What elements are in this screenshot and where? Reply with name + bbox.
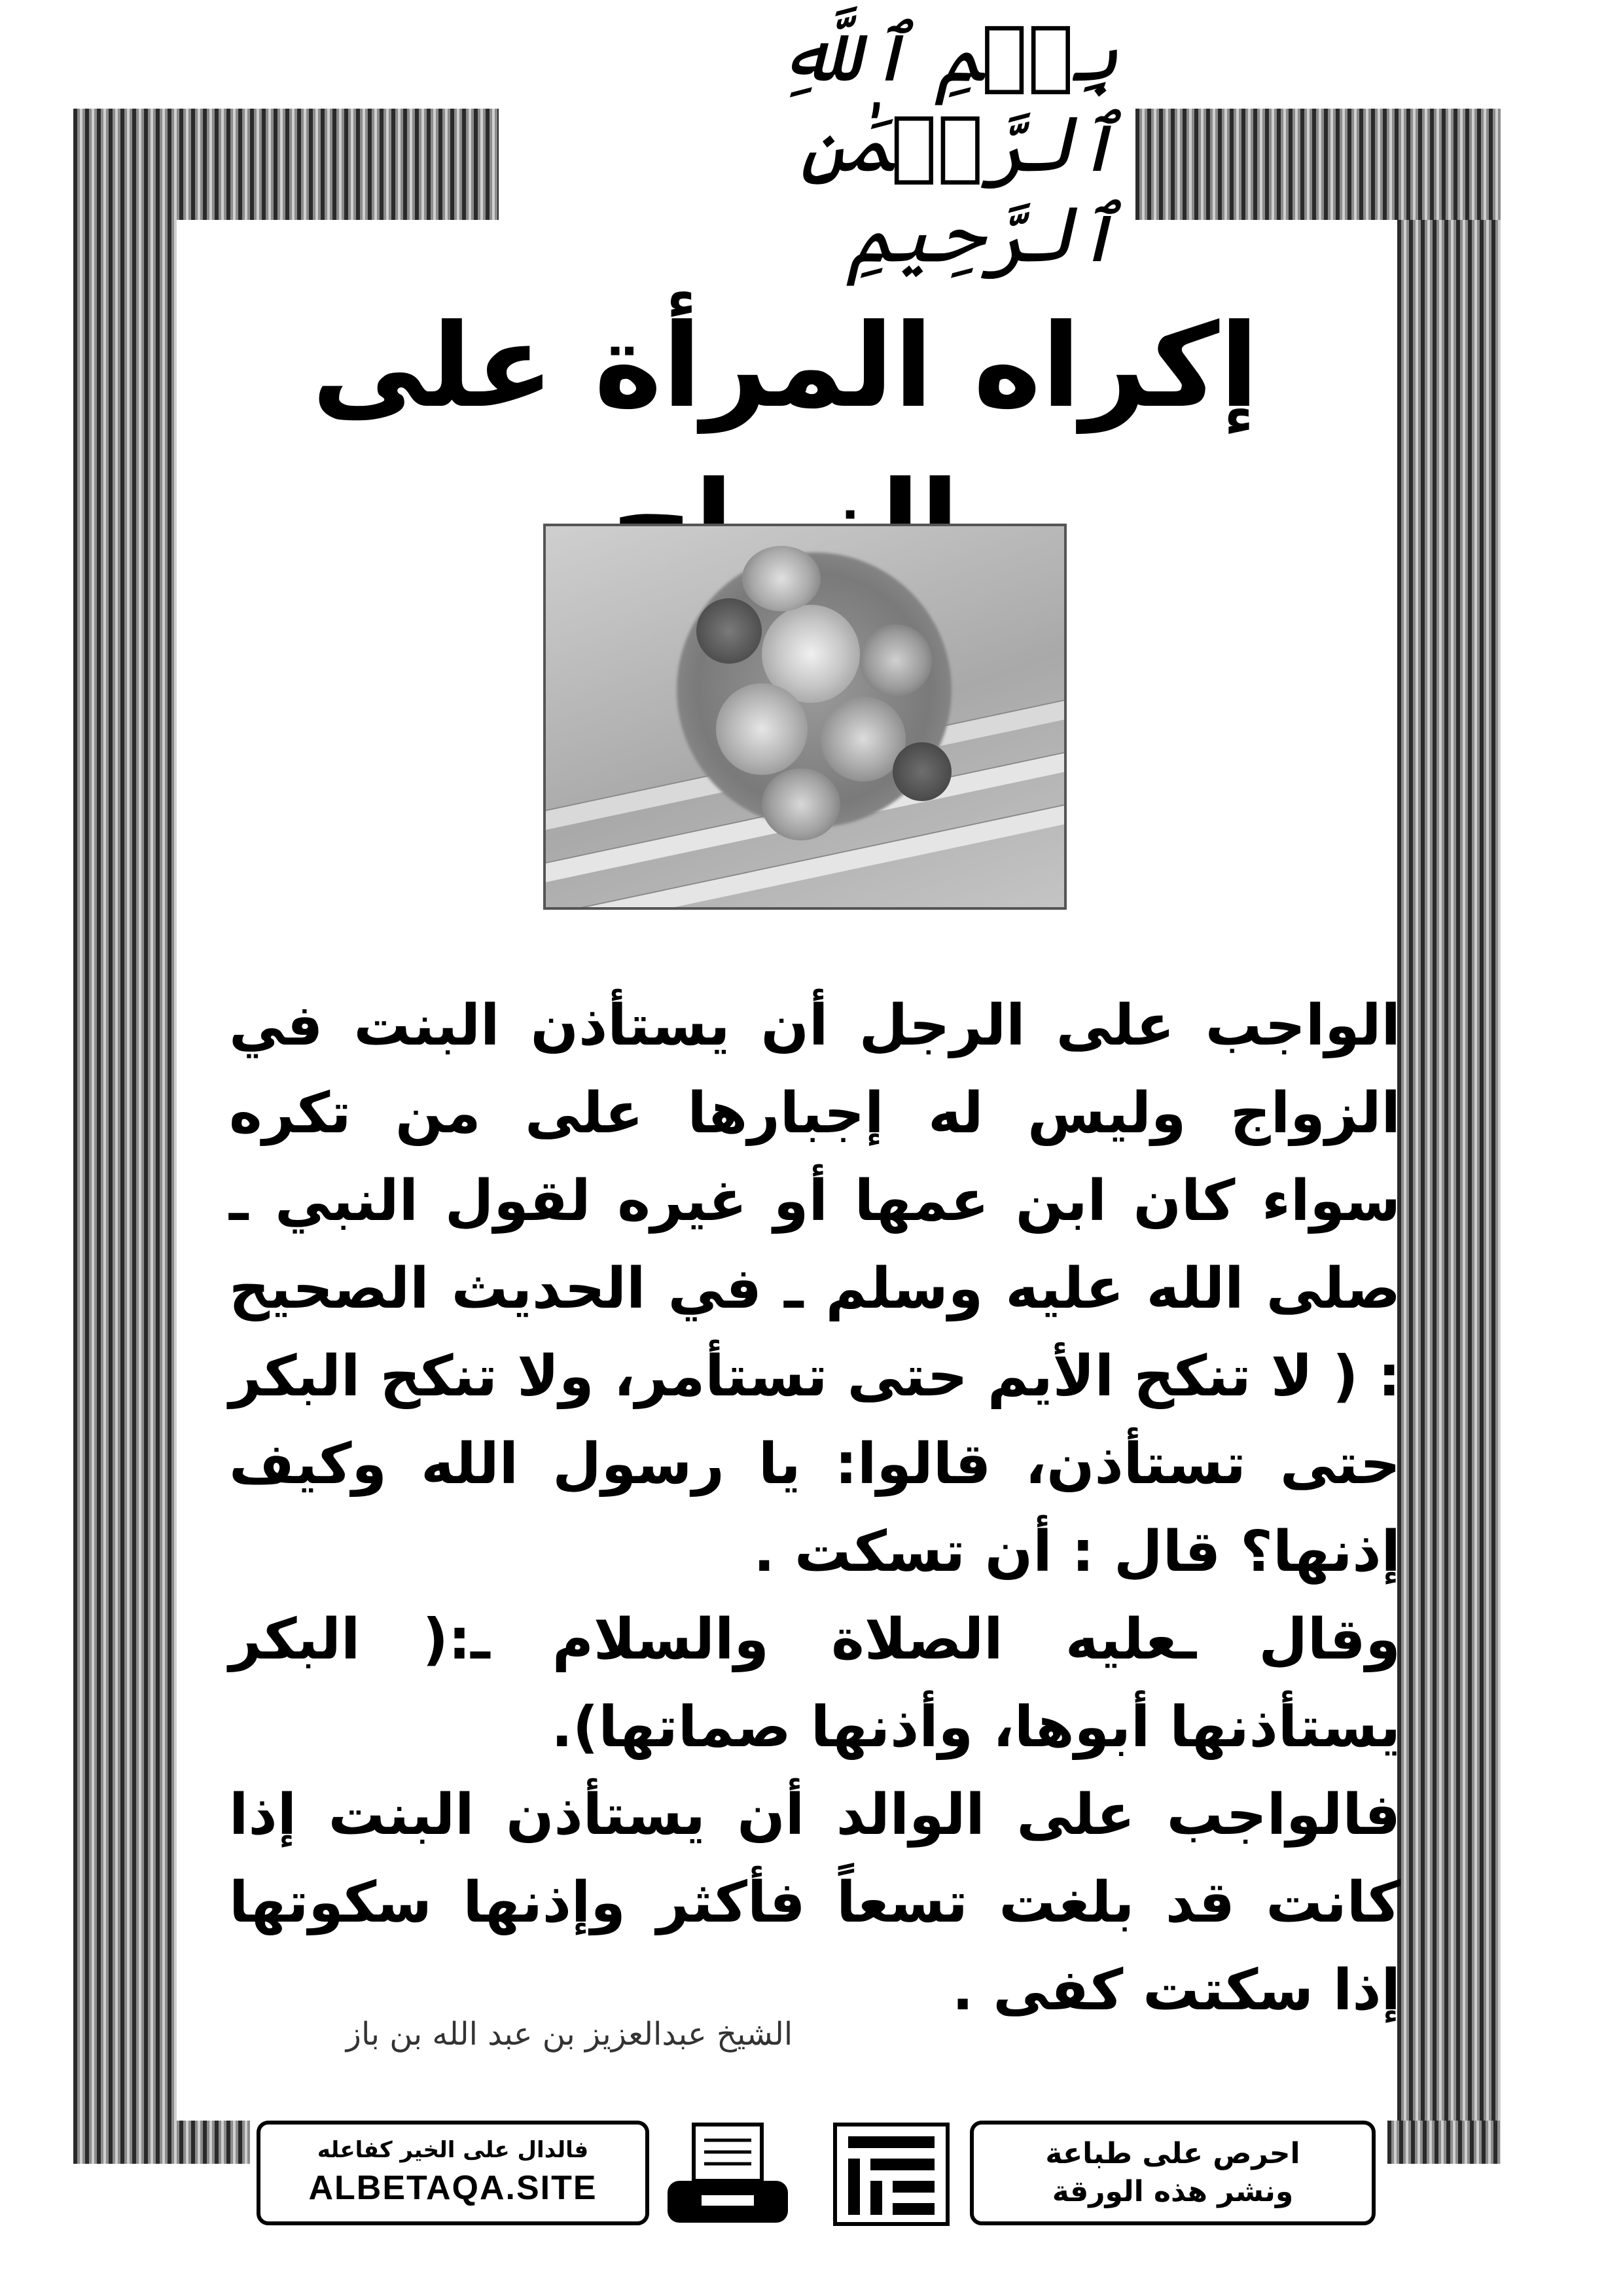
body-paragraph-2: وقال ـعليه الصلاة والسلام ـ:( البكر يستأذنها أبوها، وأذنها صماتها). [229,1607,1400,1760]
dawa-logo [826,2121,957,2228]
frame-border-right [1397,109,1501,2164]
frame-border-left [73,109,177,2164]
frame-border-top-left [73,109,499,220]
frame-border-top-right [1135,109,1501,220]
footer-motto: فالدال على الخير كفاعله [317,2137,589,2163]
author-attribution: الشيخ عبدالعزيز بن عبد الله بن باز [346,2016,793,2053]
footer [257,2121,1376,2228]
printer-icon [662,2121,793,2228]
footer-print-line1: احرص على طباعة [1045,2137,1300,2170]
footer-site-link[interactable]: ALBETAQA.SITE [308,2169,597,2207]
footer-print-box [970,2121,1376,2225]
basmala-calligraphy: بِسۡمِ ٱللَّهِ ٱلرَّحۡمَٰنِ [776,9,1119,189]
frame-border-bottom-left [73,2121,250,2164]
frame-border-bottom-right [1387,2121,1501,2164]
body-paragraph-3: فالواجب على الوالد أن يستأذن البنت إذا كانت قد بلغت تسعاً فأكثر وإذنها سكوتها إذا سكتت كفى . [229,1782,1400,2023]
body-paragraph-1: الواجب على الرجل أن يستأذن البنت في الزواج وليس له إجبارها على من تكره سواء كان ابن عمها أو غيره لقول النبي ـ صلى الله عليه وسلم ـ في الحديث الصحيح : ( لا تنكح الأيم حتى تستأمر، ولا تنكح البكر حتى تستأذن، قالوا: يا رسول الله وكيف إذنها؟ قال : أن تسكت . [229,993,1400,1585]
flower-bouquet-photo [543,524,1067,910]
footer-site-box [257,2121,649,2225]
page-title: إكراه المرأة على [312,299,1259,433]
footer-print-line2: ونشر هذه الورقة [1052,2175,1294,2208]
article-body [229,982,1400,2034]
